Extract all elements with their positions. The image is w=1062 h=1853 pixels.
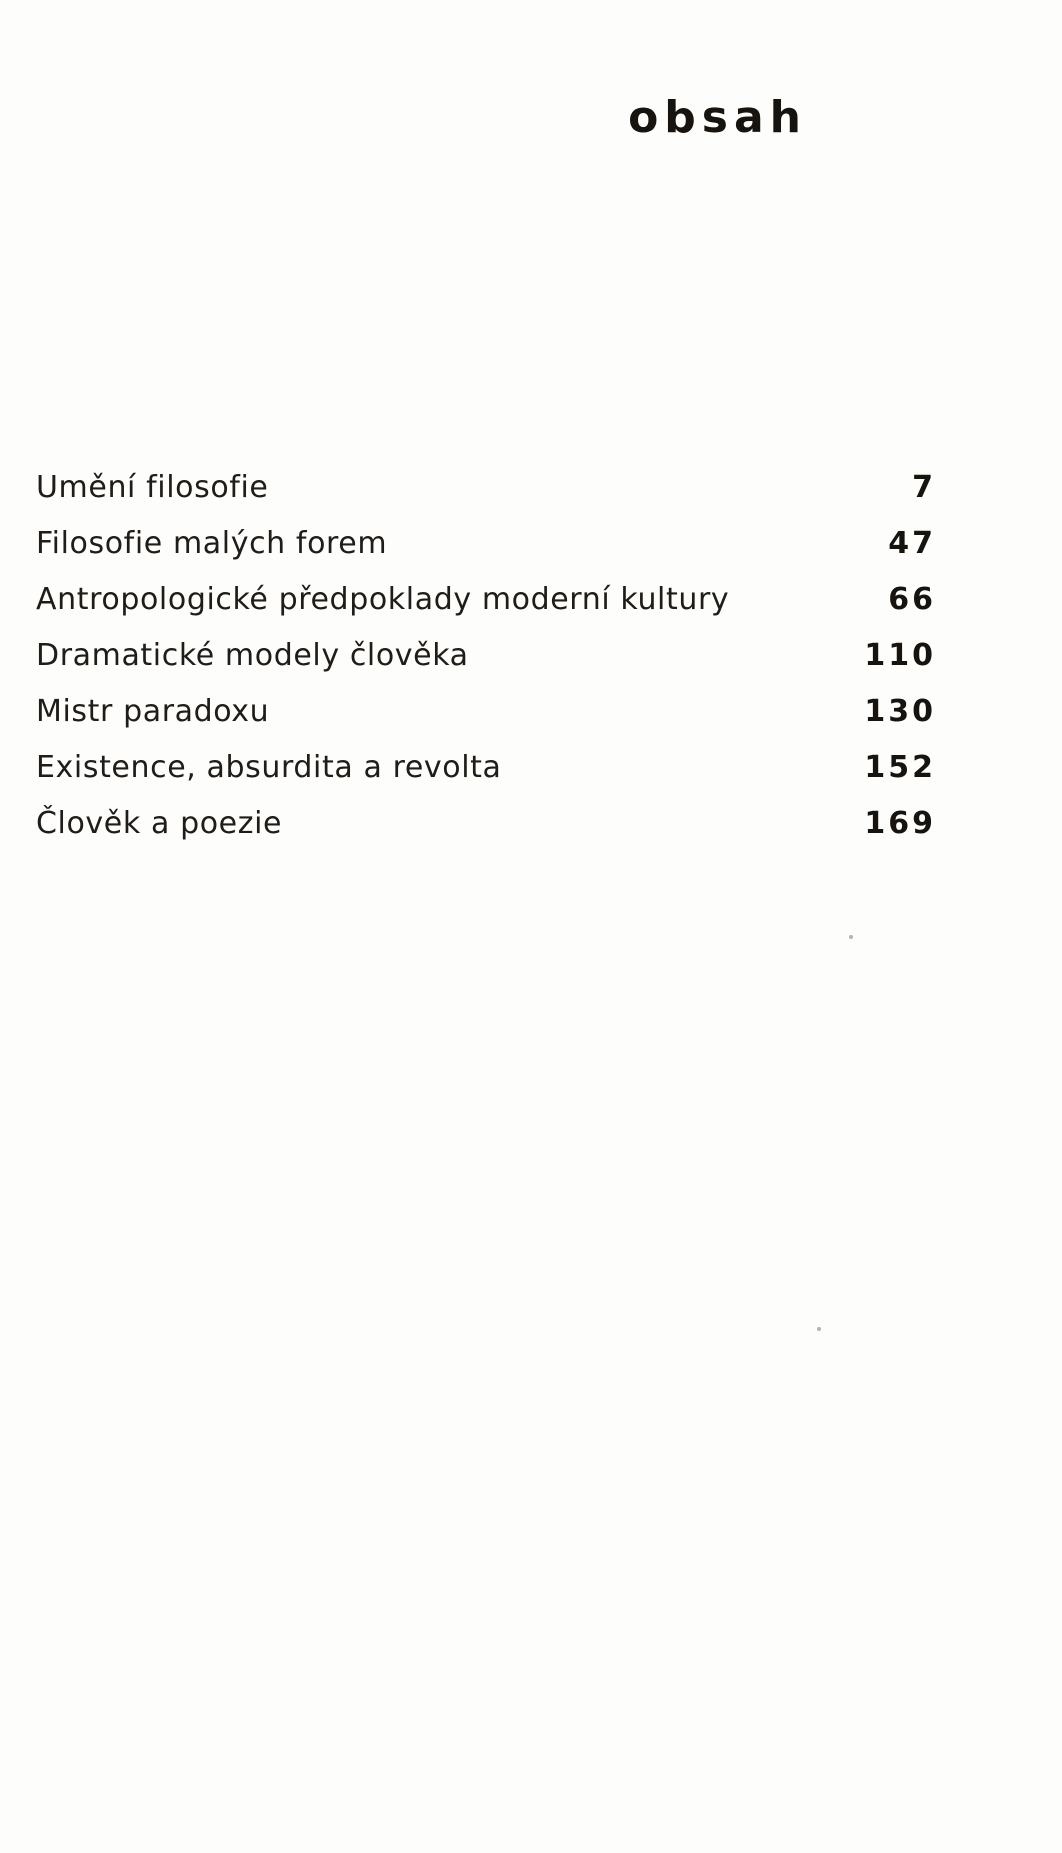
toc-entry-title: Existence, absurdita a revolta xyxy=(36,750,502,785)
list-item[interactable] xyxy=(36,750,936,806)
list-item[interactable] xyxy=(36,582,936,638)
toc-entry-title: Člověk a poezie xyxy=(36,806,283,841)
list-item[interactable] xyxy=(36,470,936,526)
page-title: obsah xyxy=(628,92,807,143)
toc-entry-title: Mistr paradoxu xyxy=(36,694,270,729)
toc-entry-title: Filosofie malých forem xyxy=(36,526,388,561)
list-item[interactable] xyxy=(36,806,936,862)
list-item[interactable] xyxy=(36,526,936,582)
list-item[interactable] xyxy=(36,638,936,694)
toc-entry-title: Antropologické předpoklady moderní kultury xyxy=(36,582,730,617)
toc-entry-page-number: 152 xyxy=(864,750,936,785)
toc-entry-page-number: 130 xyxy=(864,694,936,729)
toc-entry-page-number: 169 xyxy=(864,806,936,841)
toc-entry-page-number: 110 xyxy=(864,638,936,673)
toc-entry-title: Dramatické modely člověka xyxy=(36,638,469,673)
paper-speck xyxy=(817,1327,821,1331)
toc-entry-page-number: 7 xyxy=(912,470,936,505)
toc-entry-title: Umění filosofie xyxy=(36,470,269,505)
paper-speck xyxy=(849,935,853,939)
toc-entry-page-number: 66 xyxy=(888,582,936,617)
list-item[interactable] xyxy=(36,694,936,750)
toc-entry-page-number: 47 xyxy=(888,526,936,561)
table-of-contents xyxy=(36,470,936,862)
